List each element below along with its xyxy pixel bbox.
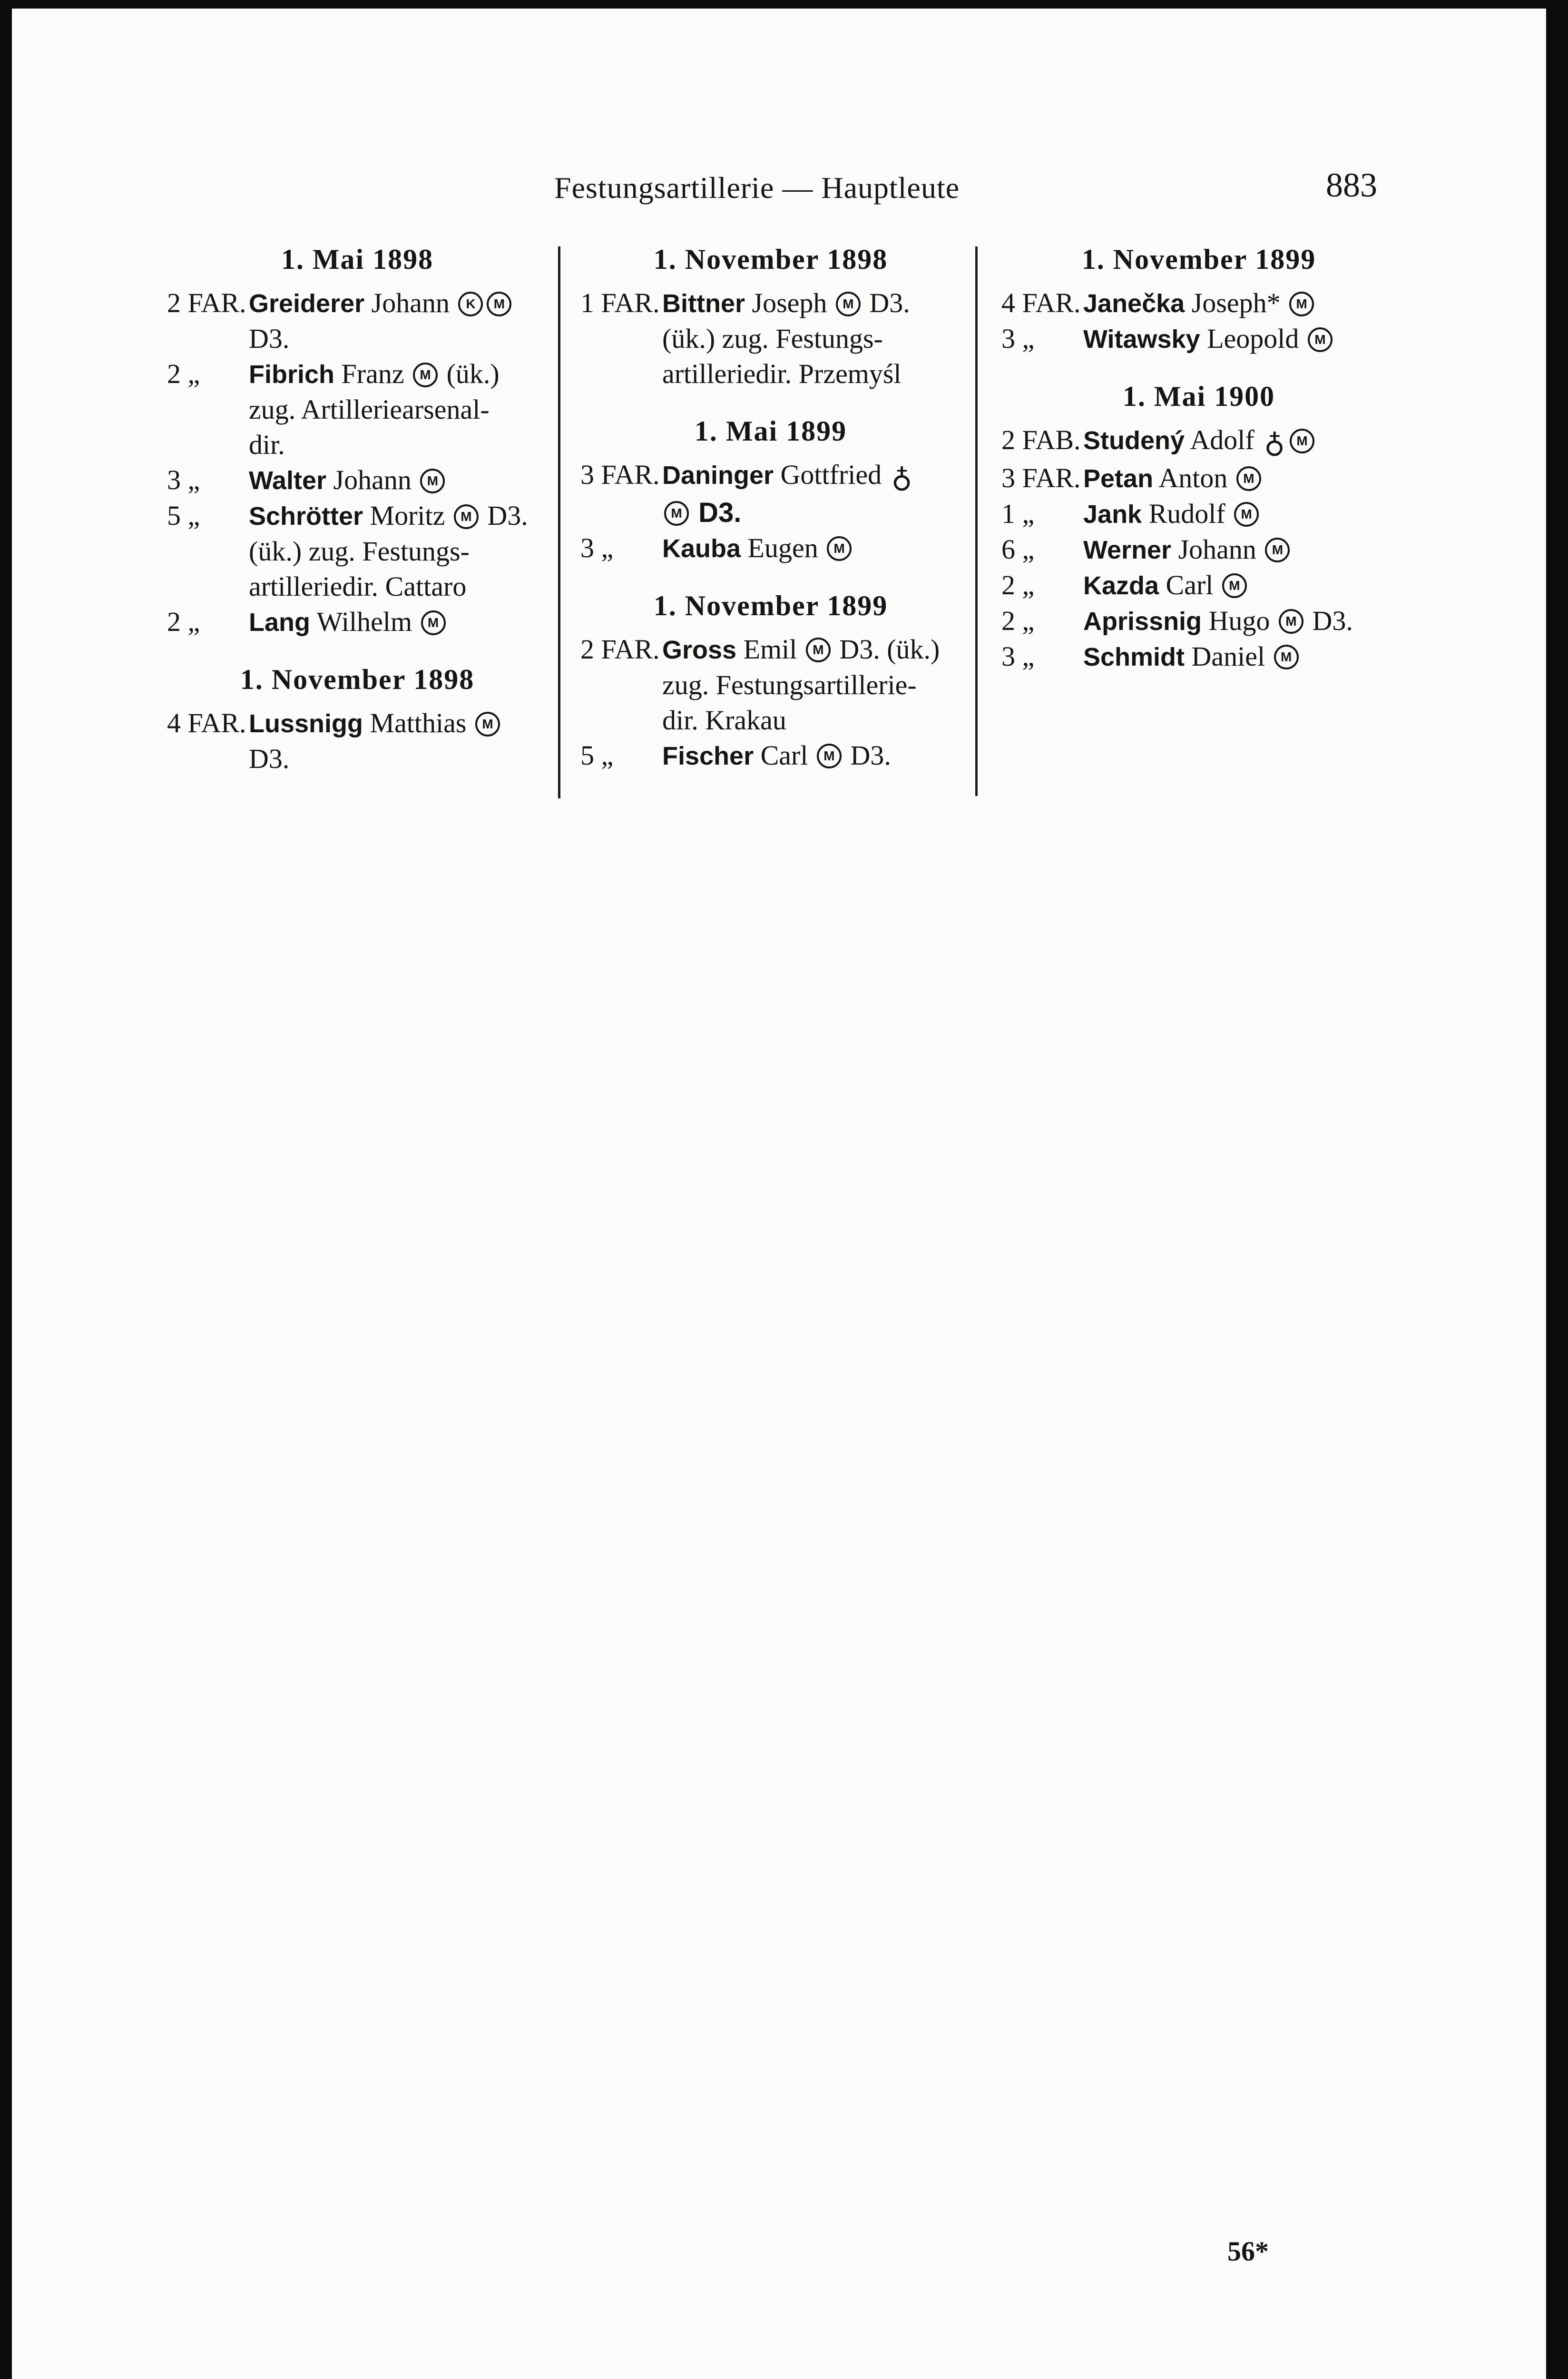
unit-designation: 2 FAR. [580,633,660,665]
section-heading: 1. November 1899 [1081,244,1316,275]
surname: Fischer [662,741,754,770]
unit-designation: 5 „ [580,739,614,771]
decoration-icon: ♁ [891,462,912,493]
given-name: Joseph [745,287,834,318]
medal-badge-icon: M [836,292,861,316]
unit-designation: 4 FAR. [167,708,246,738]
given-name: Franz [334,358,412,389]
officer-entry [580,457,961,531]
medal-badge-icon: M [806,638,831,662]
page-number: 883 [1326,166,1377,204]
officer-text [249,706,548,777]
surname: Kauba [662,534,741,563]
unit-designation: 2 „ [1001,605,1035,636]
entry-details: D3. (ük.) zug. Festungsartillerie- dir. Krakau [662,633,940,736]
officer-text [1083,639,1396,675]
officer-text [249,356,548,462]
section-heading: 1. November 1898 [240,664,475,695]
surname: Lang [249,608,310,637]
officer-entry [1001,496,1396,532]
officer-entry [1001,603,1396,639]
signature-mark: 56* [1227,2236,1269,2267]
unit-designation: 6 „ [1001,533,1035,565]
surname: Studený [1083,426,1185,455]
given-name: Leopold [1200,323,1306,354]
entry-details: D3. [1305,605,1353,636]
entry-details: D3. (ük.) zug. Festungs- artilleriedir. Przemyśl [662,287,910,389]
medal-badge-icon: M [487,292,511,316]
unit-designation: 3 „ [167,464,200,495]
officer-entry [167,498,548,604]
officer-entry [167,706,548,777]
column-3 [1001,242,1396,675]
given-name: Gottfried [774,459,889,490]
officer-entry [1001,285,1396,321]
surname: Aprissnig [1083,607,1202,636]
unit-designation: 4 FAR. [1001,287,1081,318]
officer-entry [1001,568,1396,603]
officer-text [662,457,961,531]
medal-badge-icon: M [475,712,500,737]
column-divider [558,246,560,798]
given-name: Moritz [363,500,452,531]
unit-designation: 3 „ [1001,323,1035,354]
medal-badge-icon: M [827,536,852,561]
officer-entry [580,632,961,738]
given-name: Johann [1171,533,1264,565]
given-name: Eugen [741,532,825,563]
unit-designation: 5 „ [167,500,200,531]
unit-designation: 3 FAR. [580,459,660,490]
officer-entry [1001,461,1396,496]
officer-text [662,285,961,392]
given-name: Adolf [1185,424,1262,455]
surname: Lussnigg [249,709,363,738]
given-name: Johann [326,464,419,495]
given-name: Johann [364,287,457,318]
entry-details: D3. [249,743,290,774]
medal-badge-icon: M [1274,645,1299,669]
unit-designation: 3 „ [580,532,614,563]
medal-badge-icon: M [1279,609,1303,634]
officer-entry [1001,321,1396,357]
unit-designation: 2 FAR. [167,287,246,318]
medal-badge-icon: M [664,501,689,526]
given-name: Joseph* [1185,287,1288,318]
medal-badge-icon: M [1289,292,1314,316]
section-heading: 1. Mai 1900 [1122,381,1275,412]
medal-badge-icon: M [413,363,438,387]
entry-details: D3. (ük.) zug. Festungs- artilleriedir. Cattaro [249,500,528,602]
officer-text [249,462,548,498]
officer-entry [167,285,548,356]
surname: Janečka [1083,289,1185,318]
column-divider [975,246,978,796]
surname: Gross [662,635,737,664]
surname: Greiderer [249,289,365,318]
given-name: Anton [1153,462,1235,493]
medal-badge-icon: M [420,469,445,493]
officer-text [1083,532,1396,568]
officer-text [1083,603,1396,639]
surname: Schmidt [1083,642,1185,671]
medal-badge-icon: M [1222,573,1247,598]
given-name: Hugo [1202,605,1277,636]
officer-entry [1001,639,1396,675]
unit-designation: 2 „ [167,358,200,389]
surname: Bittner [662,289,745,318]
medal-badge-icon: M [1234,502,1259,527]
medal-badge-icon: M [1265,538,1290,562]
surname: Werner [1083,535,1172,564]
unit-designation: 2 „ [1001,569,1035,600]
surname: Schrötter [249,502,363,531]
medal-badge-icon: M [454,504,479,529]
medal-badge-icon: M [1236,466,1261,491]
officer-entry [580,531,961,566]
given-name: Rudolf [1142,498,1233,529]
officer-text [249,604,548,640]
section-heading: 1. November 1899 [653,590,888,621]
entry-details: (ük.) zug. Artilleriearsenal- dir. [249,358,500,460]
officer-entry [580,285,961,392]
officer-entry [1001,532,1396,568]
entry-details: D3. [691,497,742,528]
unit-designation: 1 FAR. [580,287,660,318]
given-name: Carl [1159,569,1220,600]
surname: Jank [1083,500,1142,529]
officer-text [1083,568,1396,603]
unit-designation: 2 FAB. [1001,424,1081,455]
section-heading: 1. Mai 1898 [281,244,434,275]
column-2 [580,242,961,774]
officer-text [1083,285,1396,321]
officer-entry [167,462,548,498]
officer-text [662,738,961,774]
unit-designation: 3 FAR. [1001,462,1081,493]
column-1 [167,242,548,777]
given-name: Emil [736,633,804,665]
entry-details: D3. [249,323,290,354]
medal-badge-icon: M [421,610,446,635]
officer-text [1083,423,1396,461]
officer-text [1083,496,1396,532]
section-heading: 1. Mai 1899 [694,415,847,447]
officer-text [249,498,548,604]
section-heading: 1. November 1898 [653,244,888,275]
unit-designation: 2 „ [167,606,200,637]
officer-text [662,632,961,738]
officer-entry [167,356,548,462]
medal-badge-icon: M [1308,327,1333,352]
surname: Fibrich [249,360,335,389]
running-header: Festungsartillerie — Hauptleute [554,171,960,205]
given-name: Daniel [1185,640,1272,672]
unit-designation: 1 „ [1001,498,1035,529]
officer-text [662,531,961,566]
given-name: Matthias [363,708,473,738]
surname: Daninger [662,461,774,490]
given-name: Wilhelm [310,606,419,637]
given-name: Carl [754,739,815,771]
decoration-icon: ♁ [1264,427,1285,459]
officer-entry [580,738,961,774]
officer-text [1083,461,1396,496]
surname: Petan [1083,464,1154,493]
medal-badge-icon: M [817,744,842,768]
medal-badge-icon: M [1290,429,1314,453]
document-page [12,9,1546,2379]
officer-entry [1001,423,1396,461]
officer-text [249,285,548,356]
surname: Walter [249,466,327,495]
medal-badge-icon: K [458,292,483,316]
entry-details: D3. [843,739,891,771]
surname: Witawsky [1083,325,1200,354]
officer-entry [167,604,548,640]
unit-designation: 3 „ [1001,640,1035,672]
officer-text [1083,321,1396,357]
surname: Kazda [1083,571,1159,600]
